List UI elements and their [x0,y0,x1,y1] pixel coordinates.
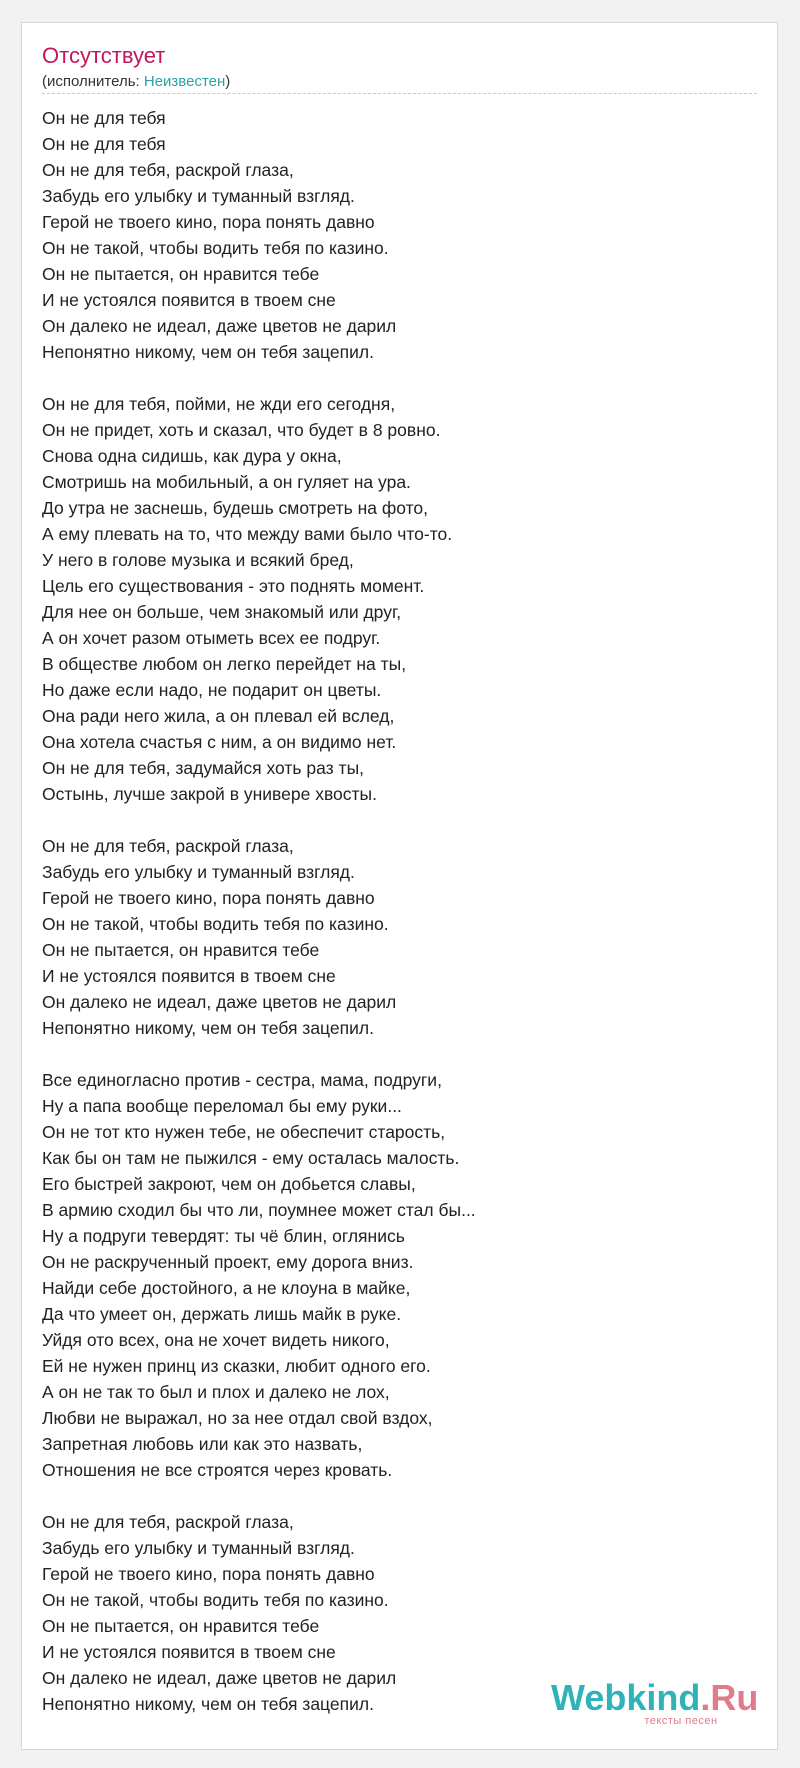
lyrics-line: До утра не заснешь, будешь смотреть на фото, [42,498,428,518]
lyrics-line: Уйдя ото всех, она не хочет видеть никого, [42,1330,390,1350]
performer-line [42,73,230,91]
lyrics-line: Отношения не все строятся через кровать. [42,1460,393,1480]
lyrics-stanza [42,391,742,807]
lyrics-line: Он не придет, хоть и сказал, что будет в 8 ровно. [42,420,441,440]
logo-name: Webkind [551,1677,701,1718]
lyrics-line: В обществе любом он легко перейдет на ты, [42,654,407,674]
lyrics-line: Он не для тебя, раскрой глаза, [42,1512,294,1532]
performer-prefix: (исполнитель: [42,73,144,90]
lyrics-line: Он не для тебя [42,108,166,128]
lyrics-line: Как бы он там не пыжился - ему осталась малость. [42,1148,460,1168]
lyrics-line: Снова одна сидишь, как дура у окна, [42,446,342,466]
lyrics-line: Он не пытается, он нравится тебе [42,940,320,960]
lyrics-line: Забудь его улыбку и туманный взгляд. [42,186,355,206]
lyrics-line: Да что умеет он, держать лишь майк в руке. [42,1304,402,1324]
lyrics-line: Забудь его улыбку и туманный взгляд. [42,862,355,882]
lyrics-line: Он далеко не идеал, даже цветов не дарил [42,316,397,336]
site-logo[interactable] [551,1677,759,1727]
lyrics-line: И не устоялся появится в твоем сне [42,290,336,310]
song-title: Отсутствует [42,43,166,68]
performer-suffix: ) [225,73,231,90]
lyrics-stanza [42,105,742,365]
logo-wordmark [551,1677,759,1718]
lyrics-line: Он не для тебя, раскрой глаза, [42,836,294,856]
lyrics-line: Забудь его улыбку и туманный взгляд. [42,1538,355,1558]
lyrics-line: Его быстрей закроют, чем он добьется славы, [42,1174,416,1194]
performer-link[interactable]: Неизвестен [143,73,226,90]
lyrics-line: Герой не твоего кино, пора понять давно [42,212,375,232]
lyrics-line: Герой не твоего кино, пора понять давно [42,888,375,908]
lyrics-line: У него в голове музыка и всякий бред, [42,550,354,570]
lyrics-line: И не устоялся появится в твоем сне [42,966,336,986]
lyrics-line: Но даже если надо, не подарит он цветы. [42,680,382,700]
logo-tld: .Ru [700,1677,759,1718]
lyrics-line: Непонятно никому, чем он тебя зацепил. [42,1694,374,1714]
lyrics-line: Он не для тебя [42,134,166,154]
lyrics-card [21,22,778,1750]
lyrics-stanza [42,833,742,1041]
lyrics-line: И не устоялся появится в твоем сне [42,1642,336,1662]
lyrics-line: Он не такой, чтобы водить тебя по казино. [42,1590,389,1610]
lyrics-line: Непонятно никому, чем он тебя зацепил. [42,1018,374,1038]
lyrics-text [42,105,742,1743]
lyrics-line: Он далеко не идеал, даже цветов не дарил [42,1668,397,1688]
lyrics-line: А он не так то был и плох и далеко не лох, [42,1382,390,1402]
lyrics-line: Он не такой, чтобы водить тебя по казино. [42,238,389,258]
lyrics-line: Он не для тебя, раскрой глаза, [42,160,294,180]
lyrics-line: А он хочет разом отыметь всех ее подруг. [42,628,381,648]
lyrics-line: Он не пытается, он нравится тебе [42,1616,320,1636]
lyrics-line: Он не пытается, он нравится тебе [42,264,320,284]
lyrics-line: Цель его существования - это поднять момент. [42,576,425,596]
lyrics-line: Для нее он больше, чем знакомый или друг, [42,602,402,622]
lyrics-line: Он не такой, чтобы водить тебя по казино. [42,914,389,934]
lyrics-line: Запретная любовь или как это назвать, [42,1434,363,1454]
lyrics-line: Ну а подруги тевердят: ты чё блин, оглянись [42,1226,405,1246]
lyrics-line: Он не тот кто нужен тебе, не обеспечит старость, [42,1122,446,1142]
lyrics-line: Она ради него жила, а он плевал ей вслед, [42,706,395,726]
lyrics-line: В армию сходил бы что ли, поумнее может стал бы... [42,1200,476,1220]
lyrics-line: Смотришь на мобильный, а он гуляет на ура. [42,472,411,492]
lyrics-line: Она хотела счастья с ним, а он видимо нет. [42,732,397,752]
lyrics-line: Все единогласно против - сестра, мама, подруги, [42,1070,442,1090]
lyrics-line: Любви не выражал, но за нее отдал свой вздох, [42,1408,433,1428]
lyrics-line: Герой не твоего кино, пора понять давно [42,1564,375,1584]
lyrics-line: Он не для тебя, пойми, не жди его сегодня, [42,394,396,414]
lyrics-stanza [42,1067,742,1483]
lyrics-line: Он не раскрученный проект, ему дорога вниз. [42,1252,414,1272]
lyrics-line: Он далеко не идеал, даже цветов не дарил [42,992,397,1012]
lyrics-line: Найди себе достойного, а не клоуна в майке, [42,1278,411,1298]
lyrics-line: Ну а папа вообще переломал бы ему руки... [42,1096,402,1116]
logo-tagline: тексты песен [644,1715,718,1727]
lyrics-line: Непонятно никому, чем он тебя зацепил. [42,342,374,362]
lyrics-line: Остынь, лучше закрой в универе хвосты. [42,784,377,804]
divider [42,93,757,94]
lyrics-line: Ей не нужен принц из сказки, любит одного его. [42,1356,431,1376]
lyrics-line: Он не для тебя, задумайся хоть раз ты, [42,758,365,778]
lyrics-line: А ему плевать на то, что между вами было что-то. [42,524,453,544]
